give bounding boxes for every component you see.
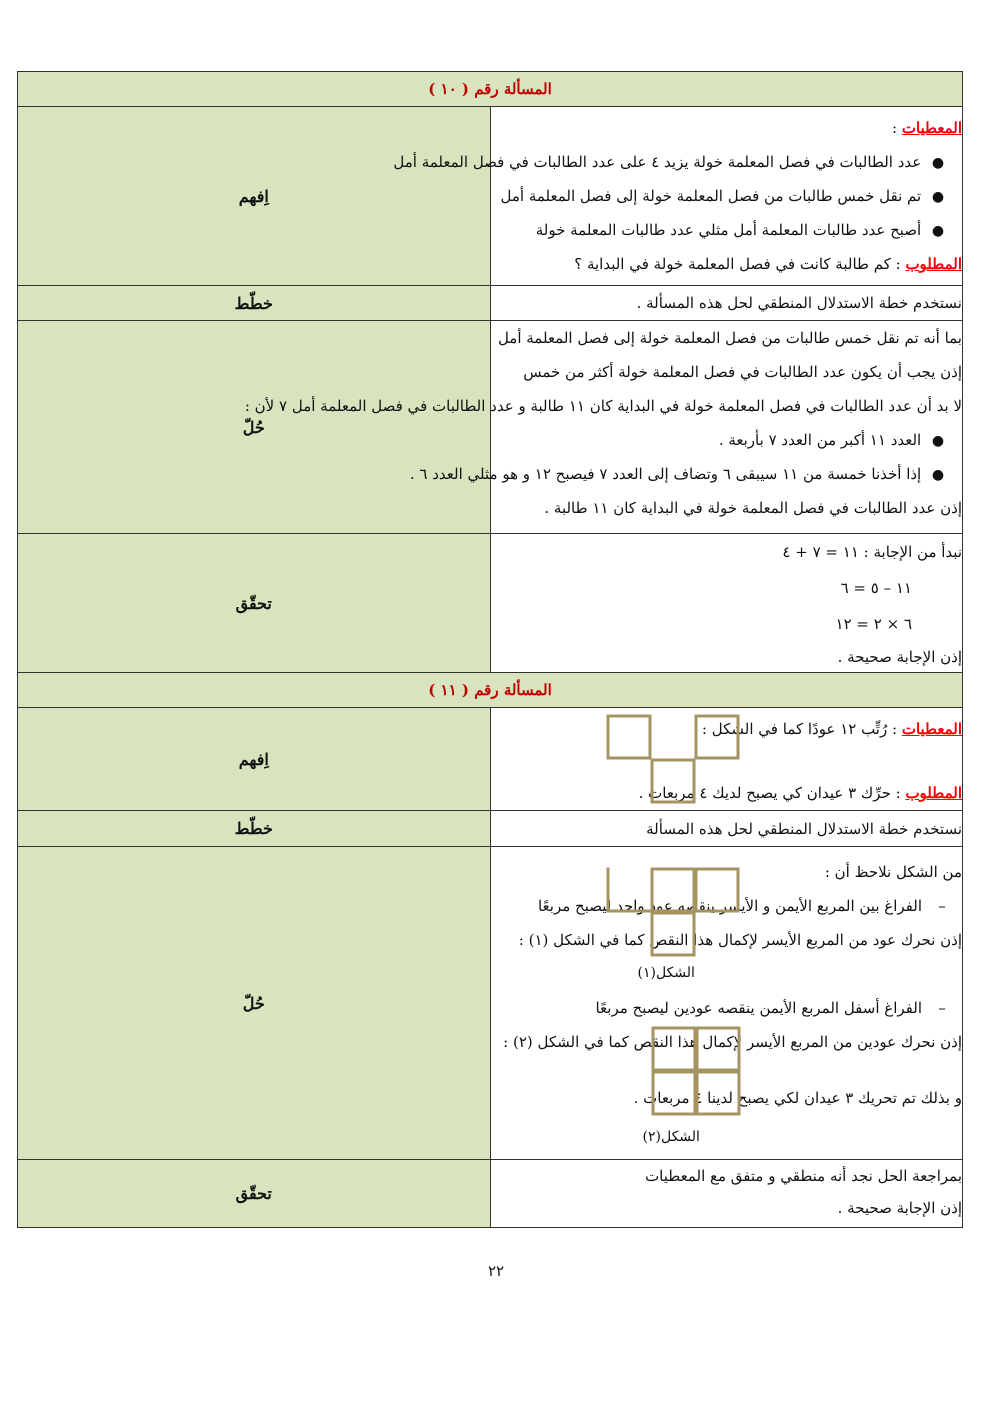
problem11-solve-content xyxy=(490,847,963,1160)
dash-text: الفراغ بين المربع الأيمن و الأيسر ينقصه عود واحد ليصبح مربعًا xyxy=(537,897,922,915)
check-line: نبدأ من الإجابة : ١١ = ٧ + ٤ xyxy=(782,543,962,561)
dash-text: الفراغ أسفل المربع الأيمن ينقصه عودين ليصبح مربعًا xyxy=(595,999,922,1017)
givens-text: : رُتِّب ١٢ عودًا كما في الشكل : xyxy=(701,720,902,738)
list-item xyxy=(491,991,963,1025)
bullet-text: تم نقل خمس طالبات من فصل المعلمة خولة إلى فصل المعلمة أمل xyxy=(500,187,922,205)
matchstick-square xyxy=(608,716,650,758)
problem11-title: المسألة رقم ( ١١ ) xyxy=(18,673,963,708)
check-line: بمراجعة الحل نجد أنه منطقي و متفق مع المعطيات xyxy=(645,1167,962,1185)
matchstick-figure-original xyxy=(604,712,744,804)
solve-final: و بذلك تم تحريك ٣ عيدان لكي يصبح لدينا ٤ مربعات . xyxy=(633,1089,962,1107)
check-conclusion: إذن الإجابة صحيحة . xyxy=(837,1199,962,1217)
dash-icon: – xyxy=(938,999,946,1017)
solve-label: حُلّ xyxy=(18,847,491,1160)
understand-label: اِفهم xyxy=(18,708,491,811)
list-item xyxy=(491,179,963,213)
plan-label: خطّط xyxy=(18,286,491,321)
solve-line: بما أنه تم نقل خمس طالبات من فصل المعلمة خولة إلى فصل المعلمة أمل xyxy=(497,329,962,347)
check-label: تحقّق xyxy=(18,1160,491,1228)
bullet-icon: ● xyxy=(931,467,945,483)
solve-line: لا بد أن عدد الطالبات في فصل المعلمة خولة في البداية كان ١١ طالبة و عدد الطالبات في فصل المعلمة أمل ٧ لأن : xyxy=(244,397,962,415)
bullet-icon: ● xyxy=(931,189,945,205)
problems-table xyxy=(17,71,963,1228)
bullet-icon: ● xyxy=(931,433,945,449)
problem10-understand-content xyxy=(393,107,963,286)
matchstick-figure-2 xyxy=(649,1024,745,1116)
bullet-icon: ● xyxy=(931,223,945,239)
solve-conclusion: إذن عدد الطالبات في فصل المعلمة خولة في البداية كان ١١ طالبة . xyxy=(544,499,962,517)
problem10-title: المسألة رقم ( ١٠ ) xyxy=(18,72,963,107)
problem11-understand-content xyxy=(490,708,963,811)
required-text: : كم طالبة كانت في فصل المعلمة خولة في البداية ؟ xyxy=(574,255,906,273)
bullet-text: أصبح عدد طالبات المعلمة أمل مثلي عدد طالبات المعلمة خولة xyxy=(535,221,922,239)
solve-label: حُلّ xyxy=(18,321,491,534)
dash-icon: – xyxy=(938,897,946,915)
matchstick-square xyxy=(652,760,694,802)
givens-title: المعطيات xyxy=(901,119,962,137)
solve-step: إذن نحرك عود من المربع الأيسر لإكمال هذا النقص كما في الشكل (١) : xyxy=(518,931,962,949)
required-title: المطلوب xyxy=(905,255,962,273)
understand-label: اِفهم xyxy=(18,107,491,286)
solve-line: إذن يجب أن يكون عدد الطالبات في فصل المعلمة خولة أكثر من خمس xyxy=(523,363,962,381)
required-text: : حرِّك ٣ عيدان كي يصبح لديك ٤ مربعات . xyxy=(638,784,906,802)
bullet-text: العدد ١١ أكبر من العدد ٧ بأربعة . xyxy=(718,431,922,449)
matchstick-square xyxy=(696,716,738,758)
problem11-check-content xyxy=(490,1160,963,1228)
page-content xyxy=(17,71,963,1228)
page-number: ٢٢ xyxy=(487,1262,505,1280)
givens-title: المعطيات xyxy=(901,720,962,738)
bullet-icon: ● xyxy=(931,155,945,171)
check-line: ١١ – ٥ = ٦ xyxy=(840,579,912,597)
check-line: ٦ × ٢ = ١٢ xyxy=(835,615,912,633)
bullet-text: عدد الطالبات في فصل المعلمة خولة يزيد ٤ على عدد الطالبات في فصل المعلمة أمل xyxy=(393,153,922,171)
bullet-text: إذا أخذنا خمسة من ١١ سيبقى ٦ وتضاف إلى العدد ٧ فيصبح ١٢ و هو مثلي العدد ٦ . xyxy=(409,465,922,483)
plan-label: خطّط xyxy=(18,811,491,847)
required-title: المطلوب xyxy=(905,784,962,802)
list-item xyxy=(491,423,963,457)
list-item xyxy=(393,145,963,179)
matchstick-figure-1 xyxy=(604,865,744,957)
figure-2-caption: الشكل(٢) xyxy=(642,1129,700,1145)
plan-text: نستخدم خطة الاستدلال المنطقي لحل هذه المسألة . xyxy=(490,286,963,321)
list-item xyxy=(491,213,963,247)
list-item xyxy=(409,457,963,491)
solve-intro: من الشكل نلاحظ أن : xyxy=(824,863,962,881)
solve-step: إذن نحرك عودين من المربع الأيسر لإكمال هذا النقص كما في الشكل (٢) : xyxy=(503,1033,962,1051)
givens-colon: : xyxy=(892,119,902,137)
check-conclusion: إذن الإجابة صحيحة . xyxy=(837,648,962,666)
plan-text: نستخدم خطة الاستدلال المنطقي لحل هذه المسألة xyxy=(490,811,963,847)
problem10-check-content xyxy=(490,534,963,673)
check-label: تحقّق xyxy=(18,534,491,673)
figure-1-caption: الشكل(١) xyxy=(637,965,695,981)
